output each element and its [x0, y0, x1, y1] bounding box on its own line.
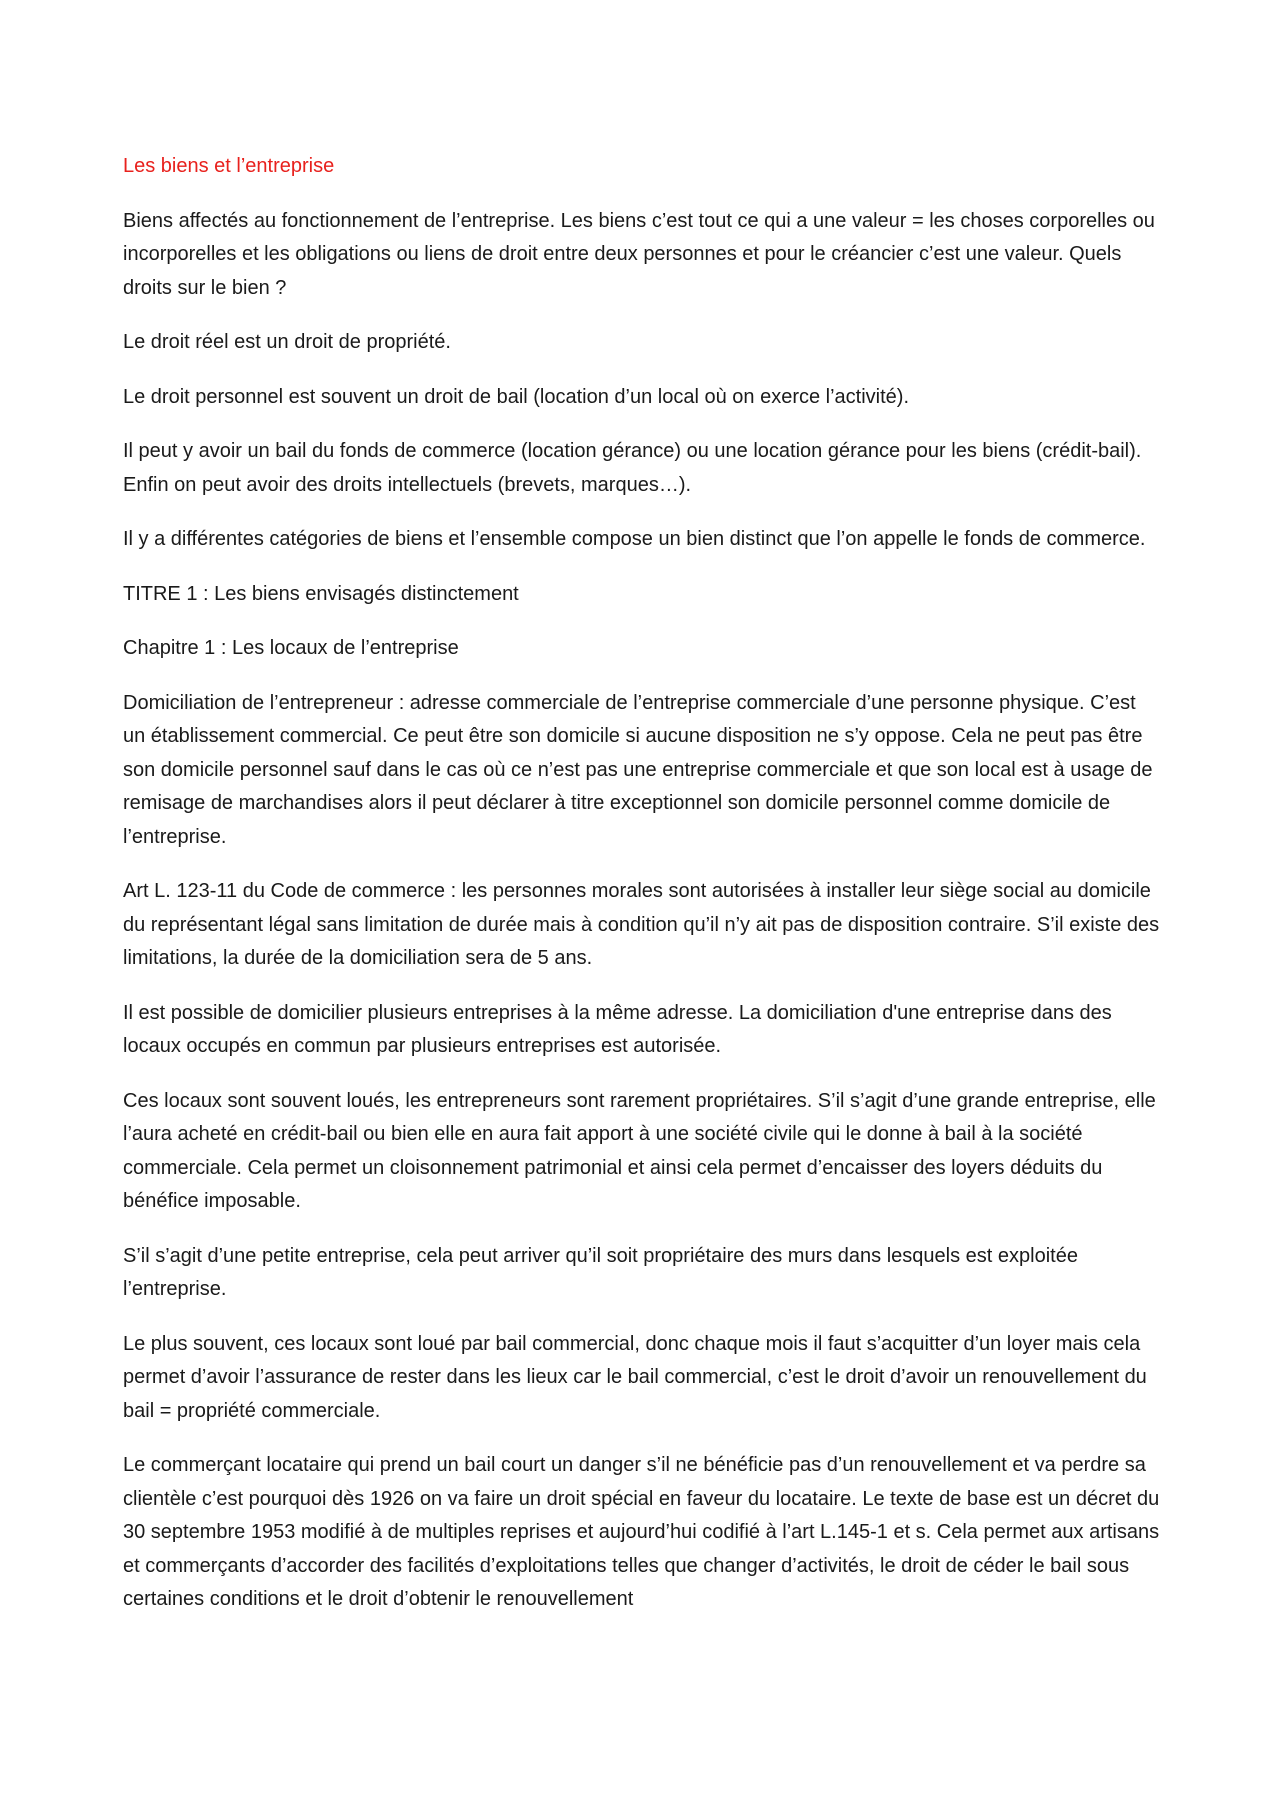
paragraph-petite-entreprise: S’il s’agit d’une petite entreprise, cela peut arriver qu’il soit propriétaire des murs dans lesquels est exploitée l’entreprise.: [123, 1244, 1078, 1300]
paragraph-commercant-locataire: Le commerçant locataire qui prend un bail court un danger s’il ne bénéficie pas d’un renouvellement et va perdre sa clientèle c’est pourquoi dès 1926 on va faire un droit spécial en faveur du locataire. Le texte de base est un décret du 30 septembre 1953 modifié à de multiples reprises et aujourd’hui codifié à l’art L.145-1 et s. Cela permet aux artisans et commerçants d’accorder des facilités d’exploitations telles que changer d’activités, le droit de céder le bail sous certaines conditions et le droit d’obtenir le renouvellement: [123, 1454, 1160, 1610]
paragraph-bail-commercial: Le plus souvent, ces locaux sont loué par bail commercial, donc chaque mois il faut s’acquitter d’un loyer mais cela permet d’avoir l’assurance de rester dans les lieux car le bail commercial, c’est le droit d’avoir un renouvellement du bail = propriété commerciale.: [123, 1332, 1147, 1422]
section-heading-titre-1: TITRE 1 : Les biens envisagés distinctement: [123, 582, 519, 605]
paragraph-biens-affectes: Biens affectés au fonctionnement de l’entreprise. Les biens c’est tout ce qui a une valeur = les choses corporelles ou incorporelles et les obligations ou liens de droit entre deux personnes et pour le créancier c’est une valeur. Quels droits sur le bien ?: [123, 209, 1155, 299]
paragraph-article-l123-11: Art L. 123-11 du Code de commerce : les personnes morales sont autorisées à installer leur siège social au domicile du représentant légal sans limitation de durée mais à condition qu’il n’y ait pas de disposition contraire. S’il existe des limitations, la durée de la domiciliation sera de 5 ans.: [123, 880, 1160, 969]
paragraph-bail-fonds: Il peut y avoir un bail du fonds de commerce (location gérance) ou une location gérance pour les biens (crédit-bail). Enfin on peut avoir des droits intellectuels (brevets, marques…).: [123, 440, 1142, 496]
document-title: Les biens et l’entreprise: [123, 155, 335, 177]
paragraph-droit-reel: Le droit réel est un droit de propriété.: [123, 331, 451, 353]
document-page: [123, 150, 1163, 1638]
paragraph-categories-biens: Il y a différentes catégories de biens et l’ensemble compose un bien distinct que l’on appelle le fonds de commerce.: [123, 528, 1146, 550]
paragraph-domiciliation: Domiciliation de l’entrepreneur : adresse commerciale de l’entreprise commerciale d’une personne physique. C’est un établissement commercial. Ce peut être son domicile si aucune disposition ne s’y oppose. Cela ne peut pas être son domicile personnel sauf dans le cas où ce n’est pas une entreprise commerciale et que son local est à usage de remisage de marchandises alors il peut déclarer à titre exceptionnel son domicile personnel comme domicile de l’entreprise.: [123, 691, 1153, 848]
paragraph-plusieurs-entreprises: Il est possible de domicilier plusieurs entreprises à la même adresse. La domiciliation d'une entreprise dans des locaux occupés en commun par plusieurs entreprises est autorisée.: [123, 1001, 1112, 1057]
section-heading-chapitre-1: Chapitre 1 : Les locaux de l’entreprise: [123, 637, 459, 659]
paragraph-droit-personnel: Le droit personnel est souvent un droit de bail (location d’un local où on exerce l’activité).: [123, 385, 910, 408]
paragraph-locaux-loues: Ces locaux sont souvent loués, les entrepreneurs sont rarement propriétaires. S’il s’agit d’une grande entreprise, elle l’aura acheté en crédit-bail ou bien elle en aura fait apport à une société civile qui le donne à bail à la société commerciale. Cela permet un cloisonnement patrimonial et ainsi cela permet d’encaisser des loyers déduits du bénéfice imposable.: [123, 1089, 1156, 1212]
